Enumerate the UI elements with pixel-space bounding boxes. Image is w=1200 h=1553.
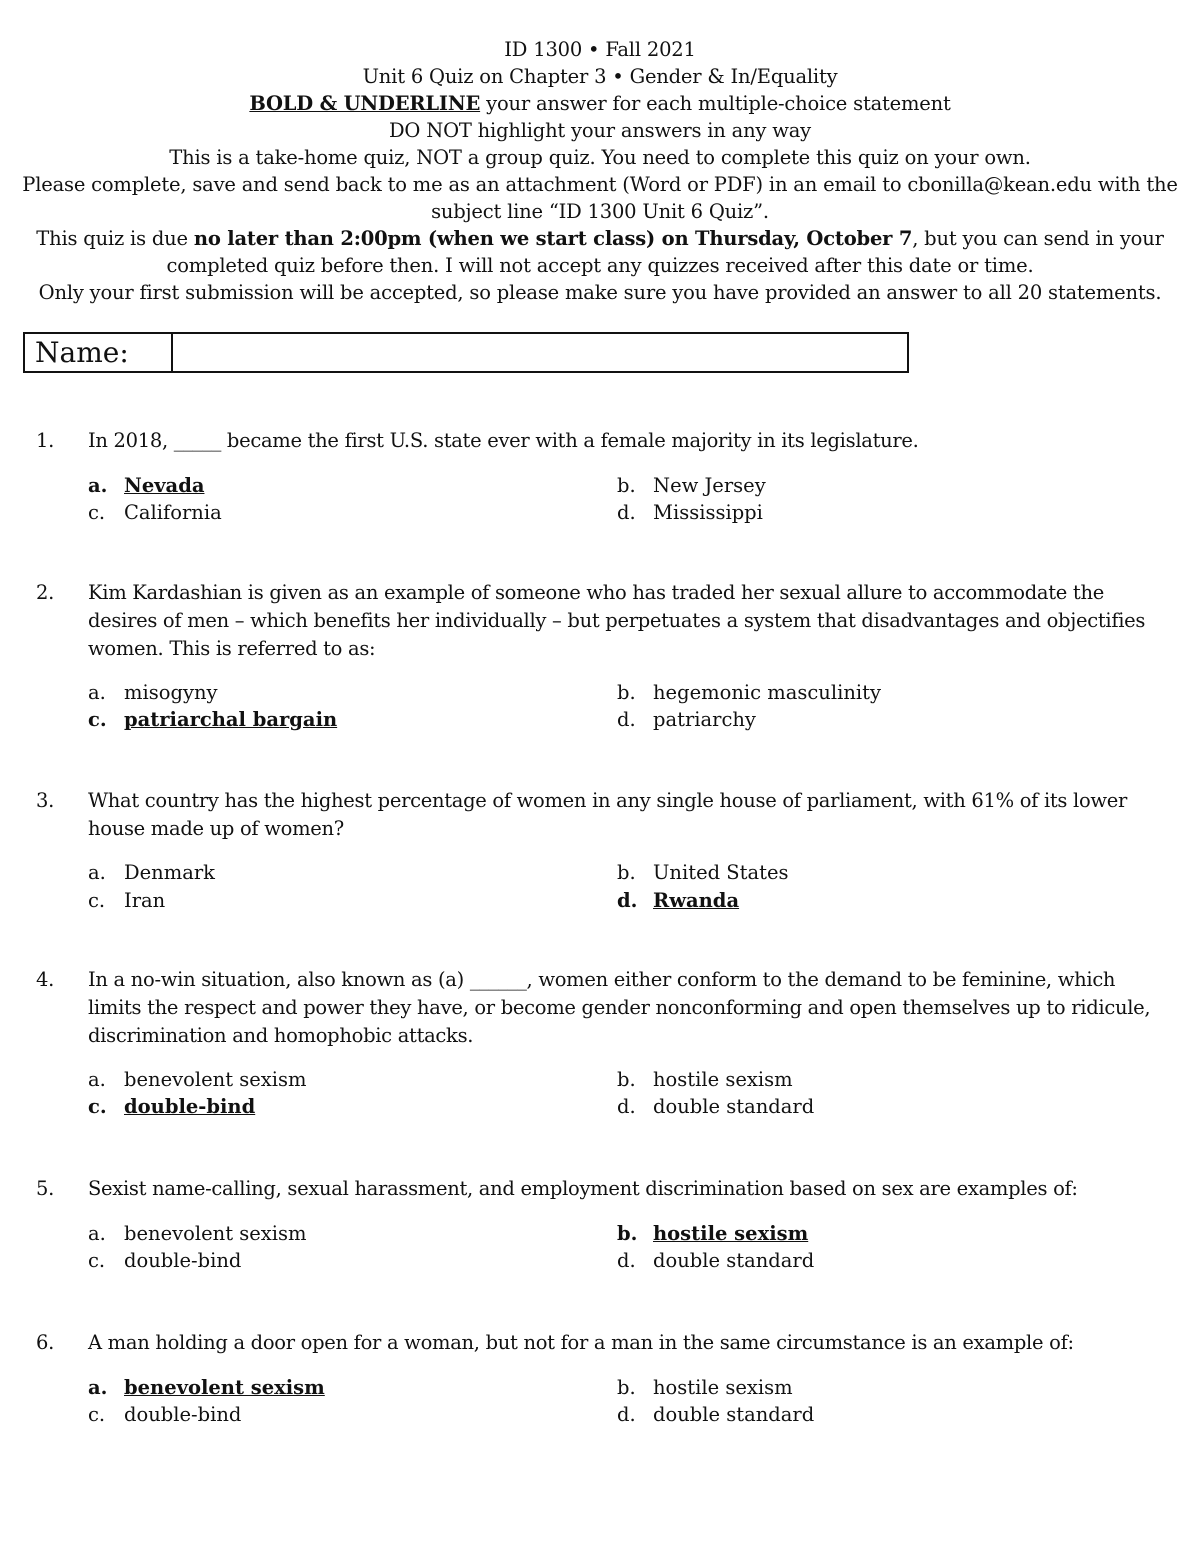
option-a[interactable]: a. benevolent sexism <box>88 1068 307 1091</box>
option-b[interactable]: b. United States <box>617 861 789 884</box>
instruction-bold-underline: BOLD & UNDERLINE your answer for each multiple-choice statement <box>249 92 951 115</box>
option-c[interactable]: c. double-bind <box>88 1095 256 1118</box>
instruction-due-date: This quiz is due no later than 2:00pm (when we start class) on Thursday, October 7, but you can send in your completed quiz before then. I will not accept any quizzes received after this date or time. <box>36 227 1164 277</box>
instruction-take-home: This is a take-home quiz, NOT a group quiz. You need to complete this quiz on your own. <box>169 146 1031 169</box>
option-c[interactable]: c. double-bind <box>88 1249 242 1272</box>
question-number: 4. <box>36 968 55 991</box>
question-text: What country has the highest percentage of women in any single house of parliament, with 61% of its lower house made up of women? <box>88 789 1128 840</box>
option-a[interactable]: a. Denmark <box>88 861 215 884</box>
option-d[interactable]: d. patriarchy <box>617 708 756 731</box>
option-d[interactable]: d. double standard <box>617 1403 815 1426</box>
option-c[interactable]: c. California <box>88 501 222 524</box>
option-b[interactable]: b. hostile sexism <box>617 1068 793 1091</box>
course-line: ID 1300 • Fall 2021 <box>504 38 696 61</box>
option-b[interactable]: b. hegemonic masculinity <box>617 681 881 704</box>
option-c[interactable]: c. Iran <box>88 889 166 912</box>
question-text: Sexist name-calling, sexual harassment, and employment discrimination based on sex are examples of: <box>88 1177 1078 1200</box>
question-text: In a no-win situation, also known as (a) ______, women either conform to the demand to be feminine, which limits the respect and power they have, or become gender nonconforming and open themselves up to ridicule, discrimination and homophobic attacks. <box>88 968 1151 1047</box>
option-a[interactable]: a. Nevada <box>88 474 205 497</box>
option-b[interactable]: b. hostile sexism <box>617 1376 793 1399</box>
question-number: 5. <box>36 1177 55 1200</box>
quiz-title: Unit 6 Quiz on Chapter 3 • Gender & In/Equality <box>362 65 838 88</box>
option-b[interactable]: b. hostile sexism <box>617 1222 809 1245</box>
option-d[interactable]: d. Rwanda <box>617 889 740 912</box>
name-input[interactable] <box>173 334 907 371</box>
question-number: 1. <box>36 429 55 452</box>
bold-underline-label: BOLD & UNDERLINE <box>249 92 481 115</box>
name-field-box <box>23 332 909 373</box>
option-d[interactable]: d. Mississippi <box>617 501 763 524</box>
option-a[interactable]: a. benevolent sexism <box>88 1376 325 1399</box>
question-number: 6. <box>36 1331 55 1354</box>
question-text: Kim Kardashian is given as an example of someone who has traded her sexual allure to accommodate the desires of men – which benefits her individually – but perpetuates a system that disadvantages and objectifies women. This is referred to as: <box>88 581 1146 660</box>
option-a[interactable]: a. misogyny <box>88 681 218 704</box>
question-text: In 2018, _____ became the first U.S. state ever with a female majority in its legislature. <box>88 429 919 452</box>
instruction-first-submission: Only your first submission will be accepted, so please make sure you have provided an answer to all 20 statements. <box>38 281 1162 304</box>
due-date: no later than 2:00pm (when we start class) on Thursday, October 7 <box>193 227 913 250</box>
question-number: 2. <box>36 581 55 604</box>
quiz-header <box>20 36 1180 306</box>
question-text: A man holding a door open for a woman, but not for a man in the same circumstance is an example of: <box>88 1331 1074 1354</box>
instruction-no-highlight: DO NOT highlight your answers in any way <box>389 119 811 142</box>
option-d[interactable]: d. double standard <box>617 1095 815 1118</box>
option-c[interactable]: c. double-bind <box>88 1403 242 1426</box>
option-d[interactable]: d. double standard <box>617 1249 815 1272</box>
instruction-submission: Please complete, save and send back to me as an attachment (Word or PDF) in an email to cbonilla@kean.edu with the subject line “ID 1300 Unit 6 Quiz”. <box>22 173 1178 223</box>
option-b[interactable]: b. New Jersey <box>617 474 766 497</box>
name-label: Name: <box>25 334 173 371</box>
option-c[interactable]: c. patriarchal bargain <box>88 708 338 731</box>
option-a[interactable]: a. benevolent sexism <box>88 1222 307 1245</box>
question-number: 3. <box>36 789 55 812</box>
